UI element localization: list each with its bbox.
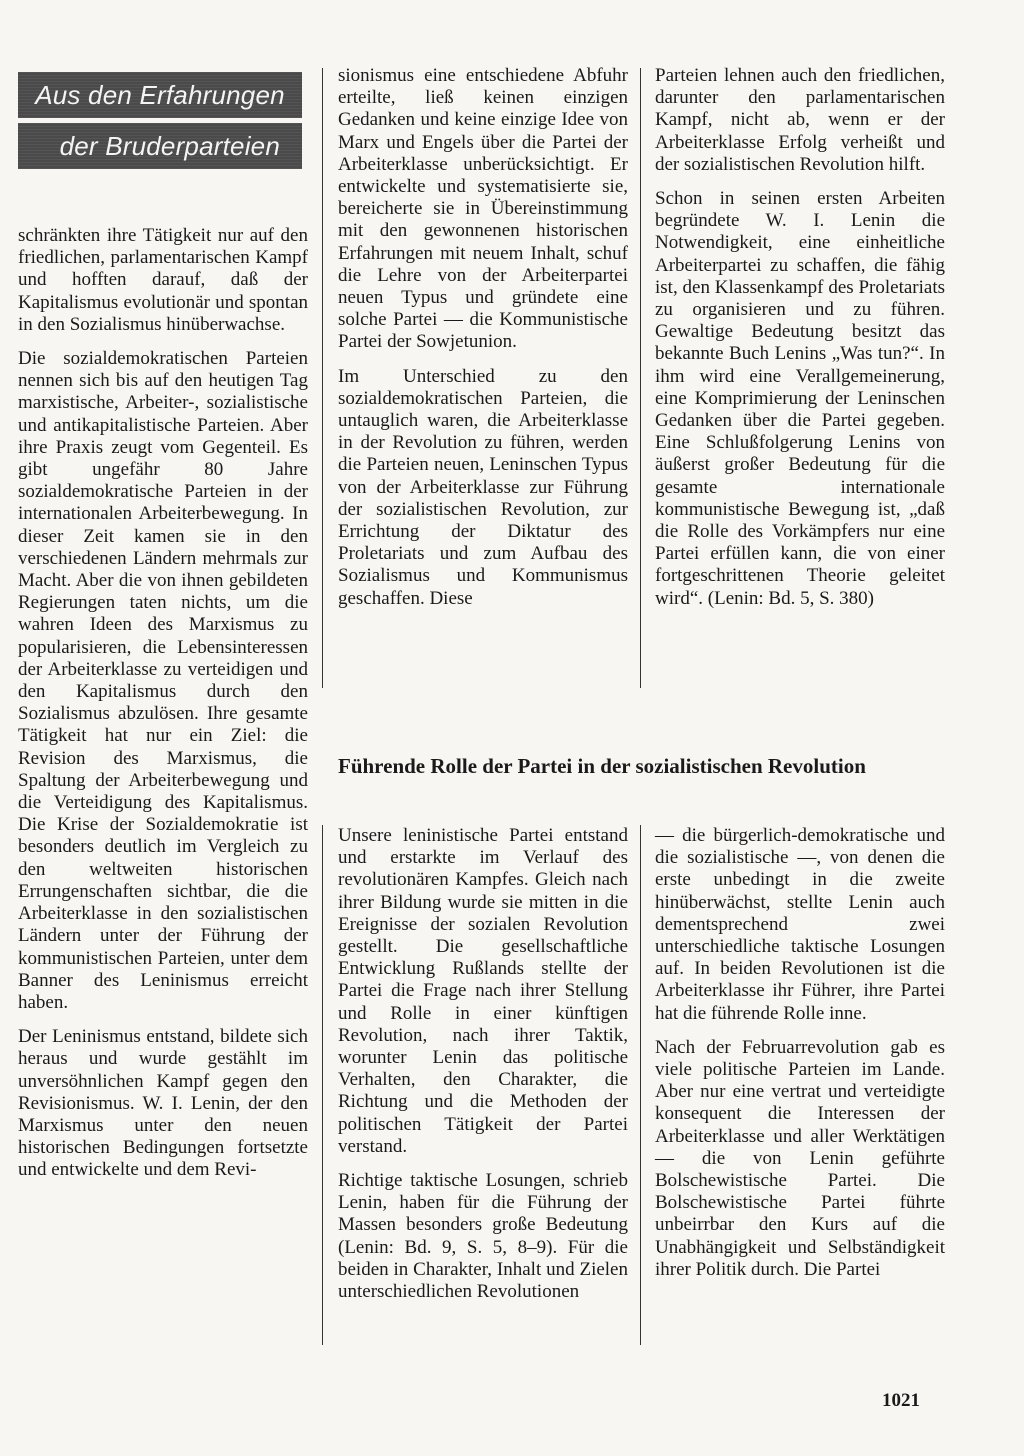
paragraph: — die bürgerlich-demokratische und die sozialistische —, von denen die erste unbedingt in die zweite hinüberwächst, stellte Lenin auch dementsprechend zwei unterschiedliche taktische Losungen auf. In beiden Revolutionen ist die Arbeiterklasse ihr Führer, ihre Partei hat die führende Rolle inne.	[655, 825, 945, 1024]
paragraph: Im Unterschied zu den sozialdemokratischen Parteien, die untauglich waren, die Arbeiterklasse in der Revolution zu führen, werden die Parteien neuen, Leninschen Typus von der Arbeiterklasse zur Führung der sozialistischen Revolution, zur Errichtung der Diktatur des Proletariats und zum Aufbau des Sozialismus und Kommunismus geschaffen. Diese	[338, 365, 628, 609]
paragraph: Der Leninismus entstand, bildete sich heraus und wurde gestählt im unversöhnlichen Kampf gegen den Revisionismus. W. I. Lenin, der den Marxismus unter den neuen historischen Bedingungen fortsetzte und entwickelte und dem Revi-	[18, 1026, 308, 1181]
paragraph: Schon in seinen ersten Arbeiten begründete W. I. Lenin die Notwendigkeit, eine einheitliche Arbeiterpartei zu schaffen, die fähig ist, den Klassenkampf des Proletariats zu organisieren und zu führen. Gewaltige Bedeutung besitzt das bekannte Buch Lenins „Was tun?“. In ihm wird eine Verallgemeinerung, eine Komprimierung der Leninschen Gedanken über die Partei gegeben. Eine Schlußfolgerung Lenins von äußerst großer Bedeutung für die gesamte internationale kommunistische Bewegung ist, „daß die Rolle des Vorkämpfers nur eine Partei erfüllen kann, die von einer fortgeschrittenen Theorie geleitet wird“. (Lenin: Bd. 5, S. 380)	[655, 188, 945, 609]
section-banner-line1: Aus den Erfahrungen	[18, 72, 302, 118]
paragraph: schränkten ihre Tätigkeit nur auf den friedlichen, parlamentarischen Kampf und hofften darauf, daß der Kapitalismus evolutionär und spontan in den Sozialismus hinüberwachse.	[18, 225, 308, 335]
paragraph: Richtige taktische Losungen, schrieb Lenin, haben für die Führung der Massen besonders große Bedeutung (Lenin: Bd. 9, S. 5, 8–9). Für die beiden in Charakter, Inhalt und Zielen unterschiedlichen Revolutionen	[338, 1170, 628, 1303]
section-heading: Führende Rolle der Partei in der sozialistischen Revolution	[338, 754, 866, 778]
paragraph: sionismus eine entschiedene Abfuhr erteilte, ließ keinen einzigen Gedanken und keine einzige Idee von Marx und Engels über die Partei der Arbeiterklasse unberücksichtigt. Er entwickelte und systematisierte sie, bereicherte sie in Übereinstimmung mit den gewonnenen historischen Erfahrungen mit neuem Inhalt, schuf die Lehre von der Arbeiterpartei neuen Typus und gründete eine solche Partei — die Kommunistische Partei der Sowjetunion.	[338, 65, 628, 353]
column-divider	[322, 825, 323, 1345]
column-divider	[322, 68, 323, 688]
paragraph: Nach der Februarrevolution gab es viele politische Parteien im Lande. Aber nur eine vertrat und verteidigte konsequent die Interessen der Arbeiterklasse und aller Werktätigen — die von Lenin geführte Bolschewistische Partei. Die Bolschewistische Partei führte unbeirrbar den Kurs auf die Unabhängigkeit und Selbständigkeit ihrer Politik durch. Die Partei	[655, 1036, 945, 1280]
text-column-4	[338, 825, 628, 1315]
page-number: 1021	[882, 1390, 920, 1411]
column-divider	[640, 68, 641, 688]
paragraph: Unsere leninistische Partei entstand und erstarkte im Verlauf des revolutionären Kampfes. Gleich nach ihrer Bildung wurde sie mitten in die Ereignisse der sozialen Revolution gestellt. Die gesellschaftliche Entwicklung Rußlands stellte der Partei die Frage nach ihrer Stellung und Rolle in einer künftigen Revolution, nach ihrer Taktik, worunter Lenin das politische Verhalten, den Charakter, die Richtung und die Methoden der politischen Tätigkeit der Partei verstand.	[338, 825, 628, 1157]
paragraph: Die sozialdemokratischen Parteien nennen sich bis auf den heutigen Tag marxistische, Arbeiter-, sozialistische und antikapitalistische Parteien. Aber ihre Praxis zeugt vom Gegenteil. Es gibt ungefähr 80 Jahre sozialdemokratische Parteien in der internationalen Arbeiterbewegung. In dieser Zeit kamen sie in den verschiedenen Ländern mehrmals zur Macht. Aber die von ihnen gebildeten Regierungen taten nichts, um die wahren Ideen des Marxismus zu popularisieren, die Lebensinteressen der Arbeiterklasse zu verteidigen und den Kapitalismus durch den Sozialismus abzulösen. Ihre gesamte Tätigkeit hat nur ein Ziel: die Revision des Marxismus, die Spaltung der Arbeiterbewegung und die Verteidigung des Kapitalismus. Die Krise der Sozialdemokratie ist besonders deutlich im Vergleich zu den weltweiten historischen Errungenschaften sichtbar, die die Arbeiterklasse in den sozialistischen Ländern unter der Führung der kommunistischen Parteien, unter dem Banner des Leninismus erreicht haben.	[18, 348, 308, 1013]
paragraph: Parteien lehnen auch den friedlichen, darunter den parlamentarischen Kampf, nicht ab, wenn er der Arbeiterklasse Erfolg verheißt und der sozialistischen Revolution hilft.	[655, 65, 945, 175]
text-column-1	[18, 225, 308, 1194]
text-column-2	[338, 65, 628, 622]
column-divider	[640, 825, 641, 1345]
text-column-5	[655, 825, 945, 1293]
text-column-3	[655, 65, 945, 622]
section-banner-line2: der Bruderparteien	[18, 123, 302, 169]
